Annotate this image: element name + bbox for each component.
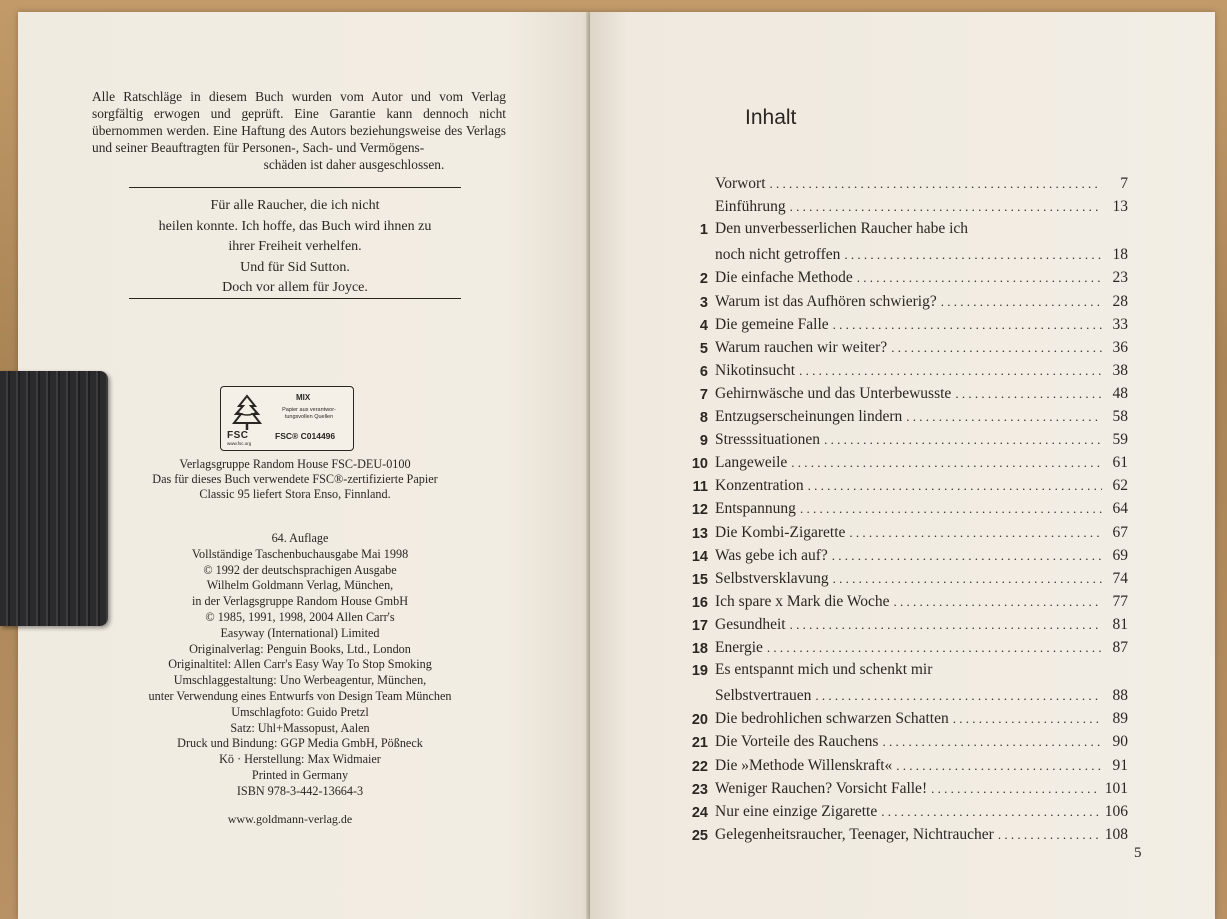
toc-entry-title: Was gebe ich auf?	[715, 546, 828, 564]
toc-leader-dots	[953, 711, 1102, 727]
toc-entry[interactable]	[660, 339, 1128, 361]
imprint-line: Umschlaggestaltung: Uno Werbeagentur, München,	[173, 673, 427, 688]
disclaimer-line: Verlags und seiner Beauftragten für Personen-, Sach- und Vermögens-	[92, 123, 506, 155]
toc-leader-dots	[844, 247, 1102, 263]
toc-entry-page: 77	[1112, 592, 1128, 610]
toc-entry[interactable]	[660, 500, 1128, 522]
toc-entry-page: 48	[1112, 384, 1128, 402]
toc-leader-dots	[891, 340, 1102, 356]
toc-entry-page: 91	[1112, 756, 1128, 774]
toc-entry-number: 22	[691, 758, 708, 775]
toc-leader-dots	[799, 363, 1102, 379]
toc-entry-title: Gesundheit	[715, 615, 786, 633]
paper-info-line: Classic 95 liefert Stora Enso, Finnland.	[199, 487, 391, 501]
toc-entry-number: 2	[699, 271, 708, 288]
toc-leader-dots	[882, 734, 1102, 750]
dedication	[120, 196, 470, 299]
toc-entry-page: 62	[1112, 477, 1128, 495]
toc-entry[interactable]	[660, 454, 1128, 476]
toc-entry-page: 81	[1112, 615, 1128, 633]
toc-entry-title: Ich spare x Mark die Woche	[715, 592, 890, 610]
toc-entry[interactable]	[660, 803, 1128, 825]
toc-entry-title: Stresssituationen	[715, 431, 821, 449]
toc-entry-title: Weniger Rauchen? Vorsicht Falle!	[715, 779, 928, 797]
imprint-line: Printed in Germany	[251, 767, 349, 782]
toc-entry-page: 59	[1112, 431, 1128, 449]
toc-entry-title: Die gemeine Falle	[715, 315, 829, 333]
toc-leader-dots	[824, 432, 1102, 448]
toc-entry-number: 20	[691, 712, 708, 729]
toc-leader-dots	[906, 409, 1102, 425]
toc-leader-dots	[808, 478, 1102, 494]
toc-entry-page: 38	[1112, 361, 1128, 379]
toc-entry-title: Entspannung	[715, 500, 796, 518]
fsc-url: www.fsc.org	[227, 441, 252, 446]
toc-entry-number: 12	[691, 502, 708, 519]
disclaimer-line: übernommen werden. Eine Haftung des Autors beziehungsweise des	[92, 123, 463, 138]
toc-entry-title: Die Vorteile des Rauchens	[715, 733, 879, 751]
toc-entry-page: 61	[1112, 454, 1128, 472]
toc-leader-dots	[790, 199, 1102, 215]
toc-entry-page: 33	[1112, 315, 1128, 333]
toc-entry-title: Gehirnwäsche und das Unterbewusste	[715, 384, 952, 402]
fsc-label: FSC	[227, 430, 249, 441]
toc-entry[interactable]	[660, 710, 1128, 732]
imprint-line: Umschlagfoto: Guido Pretzl	[231, 704, 369, 719]
toc-entry[interactable]	[660, 362, 1128, 384]
toc-leader-dots	[941, 294, 1102, 310]
toc-entry-title: Die Kombi-Zigarette	[715, 523, 846, 541]
toc-entry-title: Selbstversklavung	[715, 569, 829, 587]
toc-leader-dots	[931, 781, 1101, 797]
disclaimer	[92, 88, 506, 173]
toc-entry[interactable]	[660, 385, 1128, 407]
dedication-line: Und für Sid Sutton.	[240, 259, 350, 275]
toc-entry-title: Nikotinsucht	[715, 361, 796, 379]
toc-entry-page: 108	[1104, 825, 1128, 843]
toc-entry[interactable]	[660, 733, 1128, 755]
disclaimer-line: Alle Ratschläge in diesem Buch wurden vom Autor und vom Verlag	[92, 89, 506, 104]
toc-entry-page: 90	[1112, 733, 1128, 751]
divider-top	[129, 187, 461, 188]
toc-entry-number: 14	[691, 548, 708, 565]
divider-bottom	[129, 298, 461, 299]
toc-entry-page: 69	[1112, 546, 1128, 564]
toc-entry-page: 67	[1112, 523, 1128, 541]
toc-entry-number: 3	[699, 294, 708, 311]
toc-entry[interactable]	[660, 570, 1128, 592]
toc-leader-dots	[849, 525, 1102, 541]
toc-entry-title: Konzentration	[715, 477, 804, 495]
imprint-line: Druck und Bindung: GGP Media GmbH, Pößneck	[177, 736, 423, 751]
dedication-line: Für alle Raucher, die ich nicht	[210, 198, 380, 213]
imprint-line: Wilhelm Goldmann Verlag, München,	[206, 578, 394, 593]
toc-leader-dots	[832, 548, 1102, 564]
toc-leader-dots	[998, 827, 1101, 843]
toc-entry[interactable]	[660, 431, 1128, 453]
toc-entry-page: 88	[1112, 687, 1128, 705]
imprint-line: ISBN 978-3-442-13664-3	[236, 783, 364, 798]
fsc-subtitle: Papier aus verantwor-tungsvollen Quellen	[282, 407, 336, 420]
toc-entry-page: 58	[1112, 408, 1128, 425]
toc-entry[interactable]	[660, 408, 1128, 430]
toc-entry-page: 101	[1104, 779, 1128, 797]
toc-entry-page: 13	[1112, 198, 1128, 216]
toc-entry[interactable]	[660, 316, 1128, 338]
toc-entry-title: Gelegenheitsraucher, Teenager, Nichtraucher	[715, 825, 994, 843]
toc-entry-number: 15	[691, 571, 708, 588]
toc-entry-title: Langeweile	[715, 454, 788, 472]
toc-entry-page: 74	[1112, 569, 1128, 587]
toc-entry-number: 18	[691, 641, 708, 657]
toc-entry-number: 11	[692, 479, 708, 496]
toc-entry-number: 8	[699, 410, 708, 426]
toc-entry[interactable]	[660, 175, 1128, 197]
toc-entry-title: Die bedrohlichen schwarzen Schatten	[715, 710, 949, 728]
fsc-code: FSC® C014496	[275, 431, 336, 441]
toc-entry[interactable]	[660, 593, 1128, 615]
toc-entry-number: 16	[691, 594, 708, 611]
toc-entry-page: 87	[1112, 639, 1128, 656]
toc-leader-dots	[833, 571, 1102, 587]
toc-entry[interactable]	[660, 639, 1128, 661]
toc-entry-page: 64	[1112, 500, 1128, 518]
toc-entry[interactable]	[660, 757, 1128, 779]
toc-entry-number: 24	[691, 804, 708, 821]
toc-entry[interactable]	[660, 246, 1128, 268]
toc-entry[interactable]	[660, 826, 1128, 848]
toc-entry-title: Warum rauchen wir weiter?	[715, 338, 888, 356]
disclaimer-line: sorgfältig erwogen und geprüft. Eine Garantie kann dennoch nicht	[92, 106, 506, 121]
imprint-line: © 1992 der deutschsprachigen Ausgabe	[203, 562, 397, 577]
toc-entry-number: 9	[699, 433, 708, 450]
toc-leader-dots	[857, 270, 1102, 286]
toc-entry[interactable]	[660, 780, 1128, 802]
toc-leader-dots	[791, 455, 1102, 471]
dedication-line: Doch vor allem für Joyce.	[222, 280, 368, 295]
toc-entry-page: 23	[1112, 269, 1128, 287]
toc-entry-title: Die »Methode Willenskraft«	[715, 756, 893, 774]
toc-entry[interactable]	[660, 198, 1128, 220]
imprint-line: Originaltitel: Allen Carr's Easy Way To Stop Smoking	[168, 657, 432, 672]
paper-info	[120, 457, 470, 502]
toc-entry[interactable]	[660, 687, 1128, 709]
toc-leader-dots	[770, 176, 1102, 192]
toc-entry-title: Entzugserscheinungen lindern	[715, 408, 903, 425]
imprint	[130, 531, 470, 800]
toc-leader-dots	[790, 617, 1102, 633]
toc-leader-dots	[896, 758, 1102, 774]
fsc-mix: MIX	[296, 393, 311, 402]
disclaimer-line: schäden ist daher ausgeschlossen.	[263, 157, 445, 172]
toc-leader-dots	[894, 594, 1103, 610]
toc-entry-page: 106	[1104, 802, 1128, 820]
toc-entry-title: Vorwort	[715, 175, 766, 192]
toc-entry-page: 7	[1120, 175, 1128, 192]
toc-entry-title: noch nicht getroffen	[715, 246, 841, 264]
paper-info-line: Verlagsgruppe Random House FSC-DEU-0100	[179, 457, 411, 471]
toc-leader-dots	[800, 501, 1102, 517]
imprint-line: unter Verwendung eines Entwurfs von Design Team München	[148, 688, 452, 703]
imprint-line: © 1985, 1991, 1998, 2004 Allen Carr's	[205, 609, 395, 624]
imprint-line: Kö · Herstellung: Max Widmaier	[219, 752, 381, 767]
toc-entry-number: 25	[691, 827, 708, 844]
toc-leader-dots	[881, 804, 1101, 820]
toc-entry-title: Einführung	[715, 198, 786, 216]
dedication-line: heilen konnte. Ich hoffe, das Buch wird ihnen zu	[158, 218, 432, 234]
toc-entry-number: 5	[699, 340, 708, 357]
toc-entry-page: 18	[1112, 246, 1128, 264]
toc-entry-number: 4	[699, 317, 708, 334]
toc-entry[interactable]	[660, 293, 1128, 315]
toc-entry[interactable]	[660, 547, 1128, 569]
imprint-line: Vollständige Taschenbuchausgabe Mai 1998	[191, 546, 409, 561]
toc-entry-number: 21	[691, 735, 708, 752]
toc-entry-page: 36	[1112, 338, 1128, 356]
toc-leader-dots	[767, 640, 1102, 656]
imprint-line: in der Verlagsgruppe Random House GmbH	[191, 594, 409, 609]
toc-entry-number: 7	[699, 386, 708, 403]
imprint-line: Satz: Uhl+Massopust, Aalen	[230, 720, 370, 735]
toc-entry-number: 23	[691, 781, 708, 798]
toc-entry-title: Selbstvertrauen	[715, 687, 812, 705]
toc-entry-title-line1: Den unverbesserlichen Raucher habe ich	[715, 220, 969, 238]
toc-entry[interactable]	[660, 269, 1128, 291]
imprint-line: Easyway (International) Limited	[220, 625, 380, 640]
toc-entry-number: 19	[691, 663, 708, 680]
toc-leader-dots	[955, 386, 1102, 402]
fsc-logo	[220, 386, 354, 451]
toc-entry-page: 89	[1112, 710, 1128, 728]
toc-entry-title: Nur eine einzige Zigarette	[715, 802, 878, 820]
publisher-website: www.goldmann-verlag.de	[227, 812, 353, 826]
bookmark-clip	[0, 371, 108, 626]
toc-entry[interactable]	[660, 477, 1128, 499]
toc-entry-title: Warum ist das Aufhören schwierig?	[715, 292, 937, 310]
page-number: 5	[1134, 845, 1142, 861]
dedication-line: ihrer Freiheit verhelfen.	[228, 239, 362, 254]
toc-entry-number: 17	[691, 617, 708, 634]
toc-title: Inhalt	[745, 106, 797, 129]
toc-leader-dots	[833, 317, 1102, 333]
toc-entry-title: Energie	[715, 639, 763, 656]
toc-leader-dots	[815, 688, 1102, 704]
toc-entry-number: 10	[691, 456, 708, 473]
imprint-line: Originalverlag: Penguin Books, Ltd., London	[189, 641, 411, 656]
toc-entry-title: Die einfache Methode	[715, 269, 853, 287]
toc-entry-number: 13	[691, 525, 708, 542]
toc-entry[interactable]	[660, 616, 1128, 638]
toc-entry[interactable]	[660, 524, 1128, 546]
imprint-line: 64. Auflage	[271, 531, 329, 545]
toc-entry-page: 28	[1112, 292, 1128, 310]
paper-info-line: Das für dieses Buch verwendete FSC®-zertifizierte Papier	[152, 472, 438, 486]
toc-entry-number: 1	[699, 222, 708, 239]
toc-entry-number: 6	[699, 363, 708, 380]
toc-entry-title-line1: Es entspannt mich und schenkt mir	[715, 661, 933, 679]
fsc-tree-icon	[227, 392, 267, 432]
